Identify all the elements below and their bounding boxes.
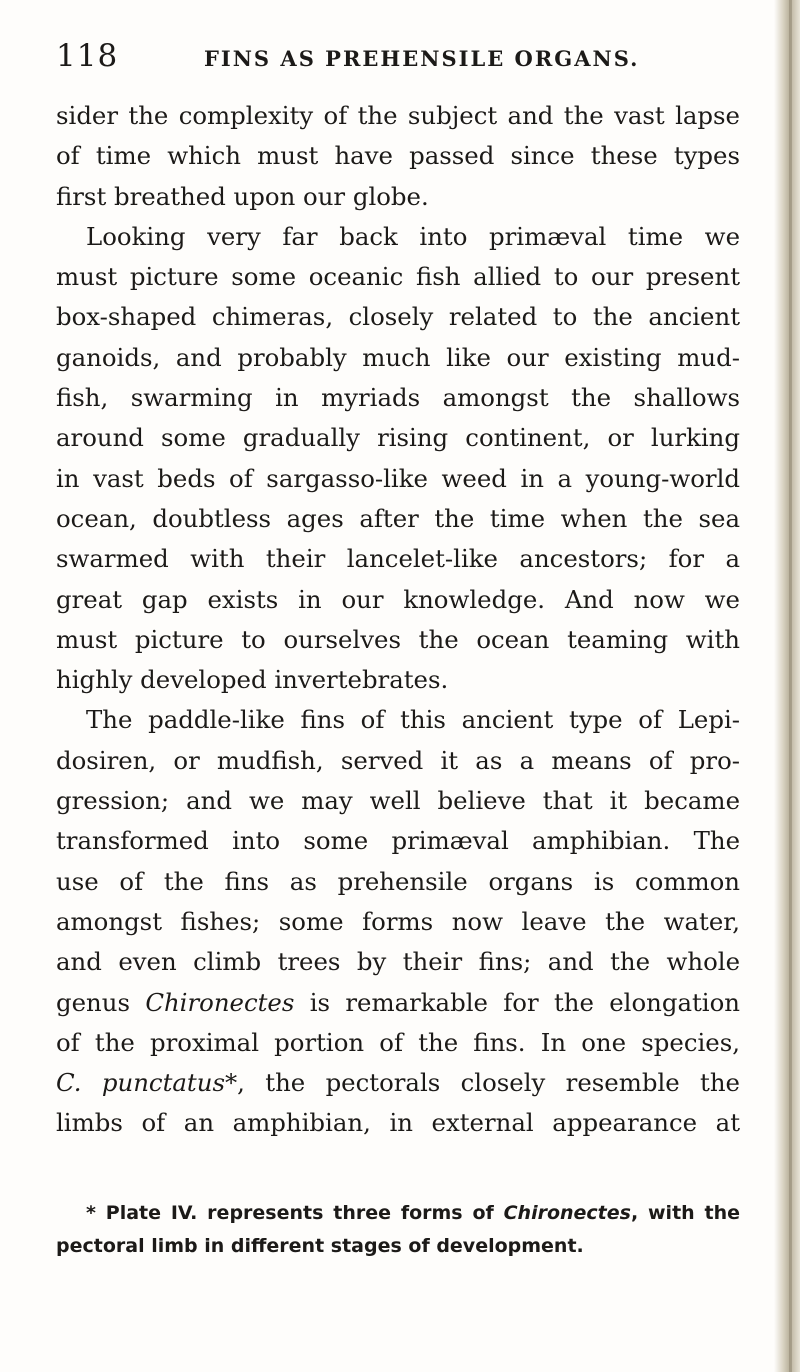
text-line: of time which must have passed since these types [56,141,740,171]
footnote [56,1197,740,1263]
text-line: must picture to ourselves the ocean teaming with [56,624,740,654]
running-title: FINS AS PREHENSILE ORGANS. [204,46,640,71]
text-line: Looking very far back into primæval time we [86,221,740,251]
text-line: of the proximal portion of the fins. In one species, [56,1027,740,1057]
italic-species-name: C. punctatus [56,1068,225,1098]
text-fragment: , the pectorals closely resemble the [237,1068,740,1098]
text-line: swarmed with their lancelet-like ancestors; for a [56,544,740,574]
text-line: use of the fins as prehensile organs is common [56,866,740,896]
text-fragment: * Plate IV. represents three forms of [86,1202,504,1224]
text-line: dosiren, or mudfish, served it as a means of pro- [56,745,740,775]
text-line: great gap exists in our knowledge. And now we [56,584,740,614]
text-fragment: is remarkable for the elongation [294,987,740,1017]
page-edge-line [789,0,792,1372]
page-header [56,38,746,78]
text-line: ganoids, and probably much like our existing mud- [56,342,740,372]
text-line [56,1063,740,1103]
footnote-line [56,1197,740,1230]
text-line: highly developed invertebrates. [56,665,449,695]
text-line: first breathed upon our globe. [56,181,429,211]
text-line: in vast beds of sargasso-like weed in a young-world [56,463,740,493]
text-line: limbs of an amphibian, in external appearance at [56,1108,740,1138]
text-line: amongst fishes; some forms now leave the water, [56,906,740,936]
footnote-mark: * [224,1068,238,1098]
body-text [56,96,740,1144]
text-line: around some gradually rising continent, or lurking [56,423,740,453]
text-line: and even climb trees by their fins; and the whole [56,947,740,977]
text-line: The paddle-like fins of this ancient type of Lepi- [86,705,740,735]
footnote-line: pectoral limb in different stages of development. [56,1235,584,1257]
text-line [56,983,740,1023]
text-line: fish, swarming in myriads amongst the shallows [56,383,740,413]
text-line: must picture some oceanic fish allied to our present [56,262,740,292]
text-line: ocean, doubtless ages after the time when the sea [56,503,740,533]
text-fragment: , with the [630,1202,740,1224]
text-line: gression; and we may well believe that it became [56,786,740,816]
page-edge-shadow [774,0,800,1372]
italic-genus-name: Chironectes [145,987,295,1017]
page-number: 118 [56,38,119,74]
italic-genus-name: Chironectes [503,1202,631,1224]
text-line: box-shaped chimeras, closely related to the ancient [56,302,740,332]
text-line: transformed into some primæval amphibian. The [56,826,740,856]
text-line: sider the complexity of the subject and the vast lapse [56,101,740,130]
text-fragment: genus [56,987,146,1017]
